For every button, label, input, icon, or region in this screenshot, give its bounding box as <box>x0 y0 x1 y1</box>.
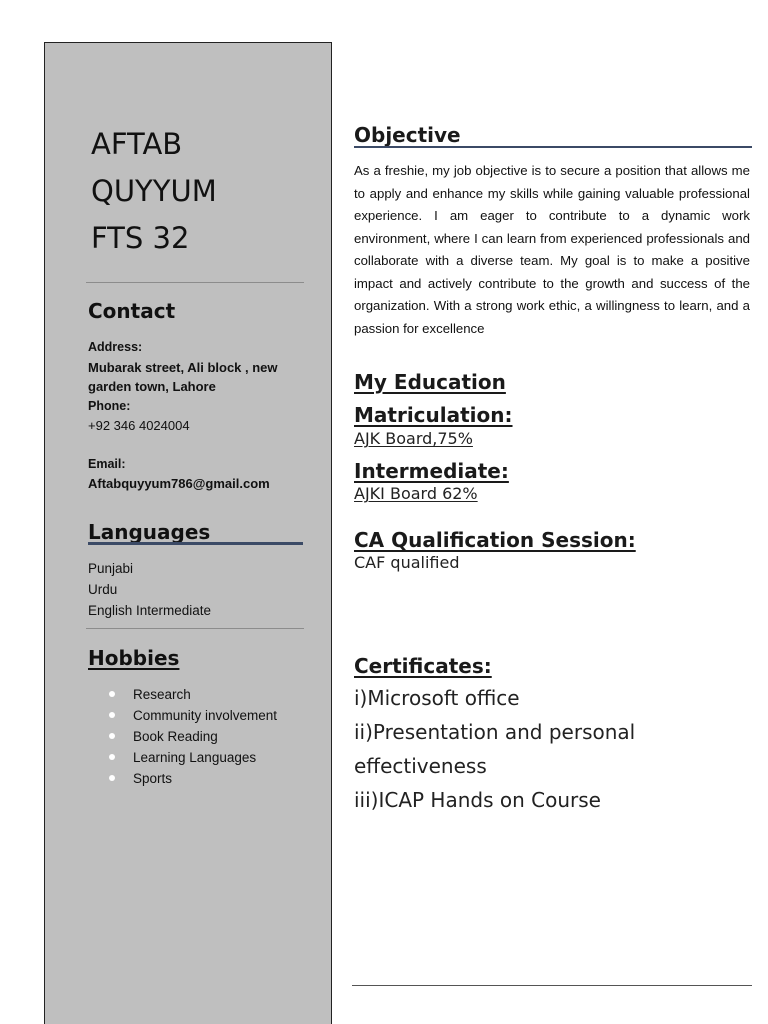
languages-heading-rule <box>88 542 303 545</box>
email-address: Aftabquyyum786@gmail.com <box>88 476 270 491</box>
footer-divider <box>352 985 752 986</box>
candidate-name <box>91 121 217 262</box>
hobbies-list <box>133 684 277 789</box>
hobby-item: Learning Languages <box>133 747 277 768</box>
languages-heading: Languages <box>88 520 211 544</box>
contact-spacer <box>88 436 313 455</box>
bullet-icon <box>109 712 115 718</box>
bullet-icon <box>109 754 115 760</box>
contact-details <box>88 338 313 494</box>
languages-list <box>88 558 211 621</box>
email-label: Email: <box>88 456 126 471</box>
hobby-item: Research <box>133 684 277 705</box>
address-line-1: Mubarak street, Ali block , new <box>88 359 278 375</box>
hobby-item: Community involvement <box>133 705 277 726</box>
matriculation-detail: AJK Board,75% <box>354 429 473 448</box>
intermediate-detail: AJKI Board 62% <box>354 484 478 503</box>
name-line-batch: FTS 32 <box>91 221 190 255</box>
certificate-item: ii)Presentation and personal <box>354 720 636 744</box>
hobby-item: Sports <box>133 768 277 789</box>
hobbies-heading: Hobbies <box>88 646 180 670</box>
ca-heading: CA Qualification Session: <box>354 528 636 552</box>
certificate-item: i)Microsoft office <box>354 686 520 710</box>
address-line-2: garden town, Lahore <box>88 379 216 394</box>
objective-text: As a freshie, my job objective is to secure a position that allows me to apply and enhance my skills while gaining valuable professional experience. I am eager to contribute to a dynamic work environment, where I can learn from experienced professionals and collaborate with a diverse team. My goal is to make a positive impact and actively contribute to the growth and success of the organization. With a strong work ethic, a willingness to learn, and a passion for excellence <box>354 163 750 336</box>
certificates-heading: Certificates: <box>354 654 492 678</box>
bullet-icon <box>109 691 115 697</box>
intermediate-heading: Intermediate: <box>354 459 509 483</box>
objective-heading: Objective <box>354 123 461 147</box>
language-item: Urdu <box>88 582 118 597</box>
name-line-last: QUYYUM <box>91 174 217 208</box>
contact-heading: Contact <box>88 299 176 323</box>
certificate-item: iii)ICAP Hands on Course <box>354 788 601 812</box>
language-item: Punjabi <box>88 561 134 576</box>
language-item: English Intermediate <box>88 603 212 618</box>
name-line-first: AFTAB <box>91 127 183 161</box>
languages-divider <box>86 628 304 629</box>
phone-label: Phone: <box>88 398 131 413</box>
bullet-icon <box>109 775 115 781</box>
sidebar <box>44 42 332 1024</box>
objective-heading-rule <box>354 146 752 148</box>
ca-detail: CAF qualified <box>354 553 460 572</box>
bullet-icon <box>109 733 115 739</box>
matriculation-heading: Matriculation: <box>354 403 513 427</box>
address-label: Address: <box>88 340 143 354</box>
phone-number: +92 346 4024004 <box>88 418 190 433</box>
name-divider <box>86 282 304 283</box>
hobby-item: Book Reading <box>133 726 277 747</box>
certificate-item-continued: effectiveness <box>354 754 487 778</box>
education-heading: My Education <box>354 370 506 394</box>
